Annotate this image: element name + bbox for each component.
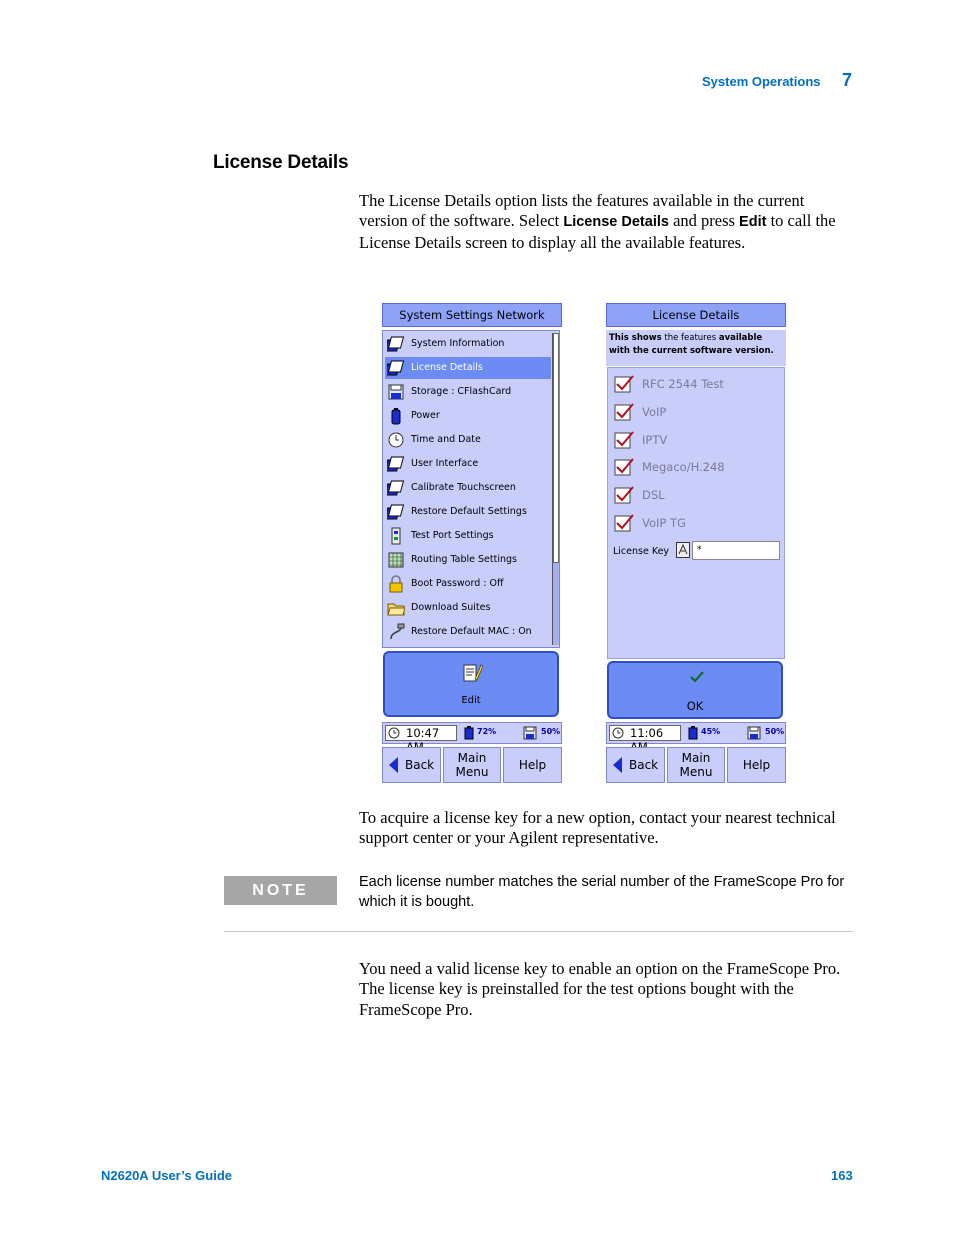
menu-item-label: Power <box>411 410 440 421</box>
menu-item[interactable] <box>385 333 551 355</box>
edit-icon <box>461 661 483 685</box>
book-icon <box>387 335 405 353</box>
license-description: This shows the features available with the current software version. <box>606 330 786 366</box>
menu-item-label: Test Port Settings <box>411 530 494 541</box>
menu-item[interactable] <box>385 405 551 427</box>
battery-icon <box>387 407 405 425</box>
back-arrow-icon <box>613 757 623 773</box>
cf-card-icon <box>387 383 405 401</box>
storage-percent: 50% <box>541 727 561 736</box>
battery-percent: 45% <box>701 727 721 736</box>
scroll-thumb[interactable] <box>553 333 559 563</box>
main-menu-button[interactable]: Main Menu <box>667 747 725 783</box>
book-icon <box>387 479 405 497</box>
menu-item[interactable] <box>385 453 551 475</box>
preinstalled-paragraph: You need a valid license key to enable an option on the FrameScope Pro. The license key is preinstalled for the test options bought with the FrameScope Pro. <box>359 959 841 1019</box>
settings-menu-list <box>382 330 560 648</box>
keyboard-icon[interactable] <box>676 542 690 558</box>
ok-button-label: OK <box>686 699 704 713</box>
feature-item <box>614 373 774 395</box>
feature-label: VoIP <box>642 404 667 419</box>
ok-button[interactable] <box>607 661 783 719</box>
edit-button-label: Edit <box>461 695 481 706</box>
status-bar <box>606 722 786 744</box>
running-header-chapter: 7 <box>842 70 853 90</box>
checkbox-checked-icon[interactable] <box>614 486 634 504</box>
checkbox-checked-icon[interactable] <box>614 458 634 476</box>
clock-icon <box>388 727 400 739</box>
feature-label: RFC 2544 Test <box>642 377 724 391</box>
edit-button[interactable] <box>383 651 559 717</box>
table-icon <box>387 551 405 569</box>
feature-list <box>607 367 785 659</box>
menu-item[interactable] <box>385 501 551 523</box>
checkbox-checked-icon[interactable] <box>614 514 634 532</box>
section-title: License Details <box>213 152 349 173</box>
menu-item-label: License Details <box>411 362 483 373</box>
back-button[interactable]: Back <box>382 747 441 783</box>
menu-item-label: Routing Table Settings <box>411 554 517 565</box>
help-button[interactable]: Help <box>503 747 562 783</box>
menu-item[interactable] <box>385 381 551 403</box>
system-settings-screen <box>382 303 562 783</box>
screen-title: License Details <box>606 303 786 327</box>
main-menu-button[interactable]: Main Menu <box>443 747 501 783</box>
menu-item[interactable] <box>385 621 551 643</box>
feature-item <box>614 429 774 451</box>
menu-item[interactable] <box>385 525 551 547</box>
time-text: 10:47 <box>406 726 440 740</box>
clock-display[interactable] <box>609 725 681 741</box>
running-header-section: System Operations <box>702 74 821 89</box>
note-divider <box>224 931 853 932</box>
menu-item-label: Restore Default MAC : On <box>411 626 532 637</box>
time-text: 11:06 <box>630 726 664 740</box>
menu-item[interactable] <box>385 573 551 595</box>
inline-bold-edit: Edit <box>739 214 767 231</box>
menu-item-label: System Information <box>411 338 505 349</box>
menu-item-label: Time and Date <box>411 434 481 445</box>
folder-icon <box>387 599 405 617</box>
feature-item <box>614 401 774 423</box>
checkbox-checked-icon[interactable] <box>614 403 634 421</box>
status-bar <box>382 722 562 744</box>
storage-percent: 50% <box>765 727 785 736</box>
intro-paragraph: The License Details option lists the features available in the current version of the software. Select License Details and press Edit to call the License Details screen to display all the available features. <box>359 191 836 252</box>
feature-item <box>614 484 774 506</box>
license-key-label: License Key <box>613 546 670 557</box>
checkbox-checked-icon[interactable] <box>614 375 634 393</box>
help-button[interactable]: Help <box>727 747 786 783</box>
feature-item <box>614 456 774 478</box>
cf-card-icon <box>523 726 537 740</box>
clock-display[interactable] <box>385 725 457 741</box>
menu-item[interactable] <box>385 597 551 619</box>
battery-percent: 72% <box>477 727 497 736</box>
book-icon <box>387 503 405 521</box>
menu-item[interactable] <box>385 549 551 571</box>
checkbox-checked-icon[interactable] <box>614 431 634 449</box>
clock-icon <box>387 431 405 449</box>
feature-label: VoIP TG <box>642 516 686 530</box>
menu-item-label: User Interface <box>411 458 479 469</box>
menu-item-label: Storage : CFlashCard <box>411 386 512 397</box>
note-text: Each license number matches the serial number of the FrameScope Pro for which it is bought. <box>359 874 845 910</box>
footer-page-number: 163 <box>831 1168 853 1183</box>
battery-icon <box>464 726 474 740</box>
clock-icon <box>612 727 624 739</box>
inline-bold-license-details: License Details <box>563 214 669 231</box>
footer-guide-title: N2620A User’s Guide <box>101 1168 233 1183</box>
feature-label: DSL <box>642 488 665 503</box>
menu-item-label: Download Suites <box>411 602 491 613</box>
back-arrow-icon <box>389 757 399 773</box>
back-button[interactable]: Back <box>606 747 665 783</box>
feature-label: IPTV <box>642 432 668 447</box>
battery-icon <box>688 726 698 740</box>
feature-label: Megaco/H.248 <box>642 460 725 475</box>
port-icon <box>387 527 405 545</box>
license-key-paragraph: To acquire a license key for a new option, contact your nearest technical support center or your Agilent representative. <box>359 808 836 848</box>
screen-title: System Settings Network <box>382 303 562 327</box>
checkmark-icon <box>689 669 705 685</box>
menu-item-label: Calibrate Touchscreen <box>411 482 516 493</box>
book-icon <box>387 359 405 377</box>
feature-item <box>614 512 774 534</box>
lock-icon <box>387 575 405 593</box>
cf-card-icon <box>747 726 761 740</box>
cable-icon <box>387 623 405 641</box>
book-icon <box>387 455 405 473</box>
menu-item[interactable] <box>385 357 551 379</box>
menu-item-label: Restore Default Settings <box>411 506 527 517</box>
menu-item[interactable] <box>385 429 551 451</box>
menu-item-label: Boot Password : Off <box>411 578 504 589</box>
license-details-screen <box>606 303 786 783</box>
menu-scrollbar[interactable] <box>552 333 559 645</box>
menu-item[interactable] <box>385 477 551 499</box>
license-key-input[interactable]: * <box>692 541 780 560</box>
note-label: NOTE <box>224 876 337 905</box>
